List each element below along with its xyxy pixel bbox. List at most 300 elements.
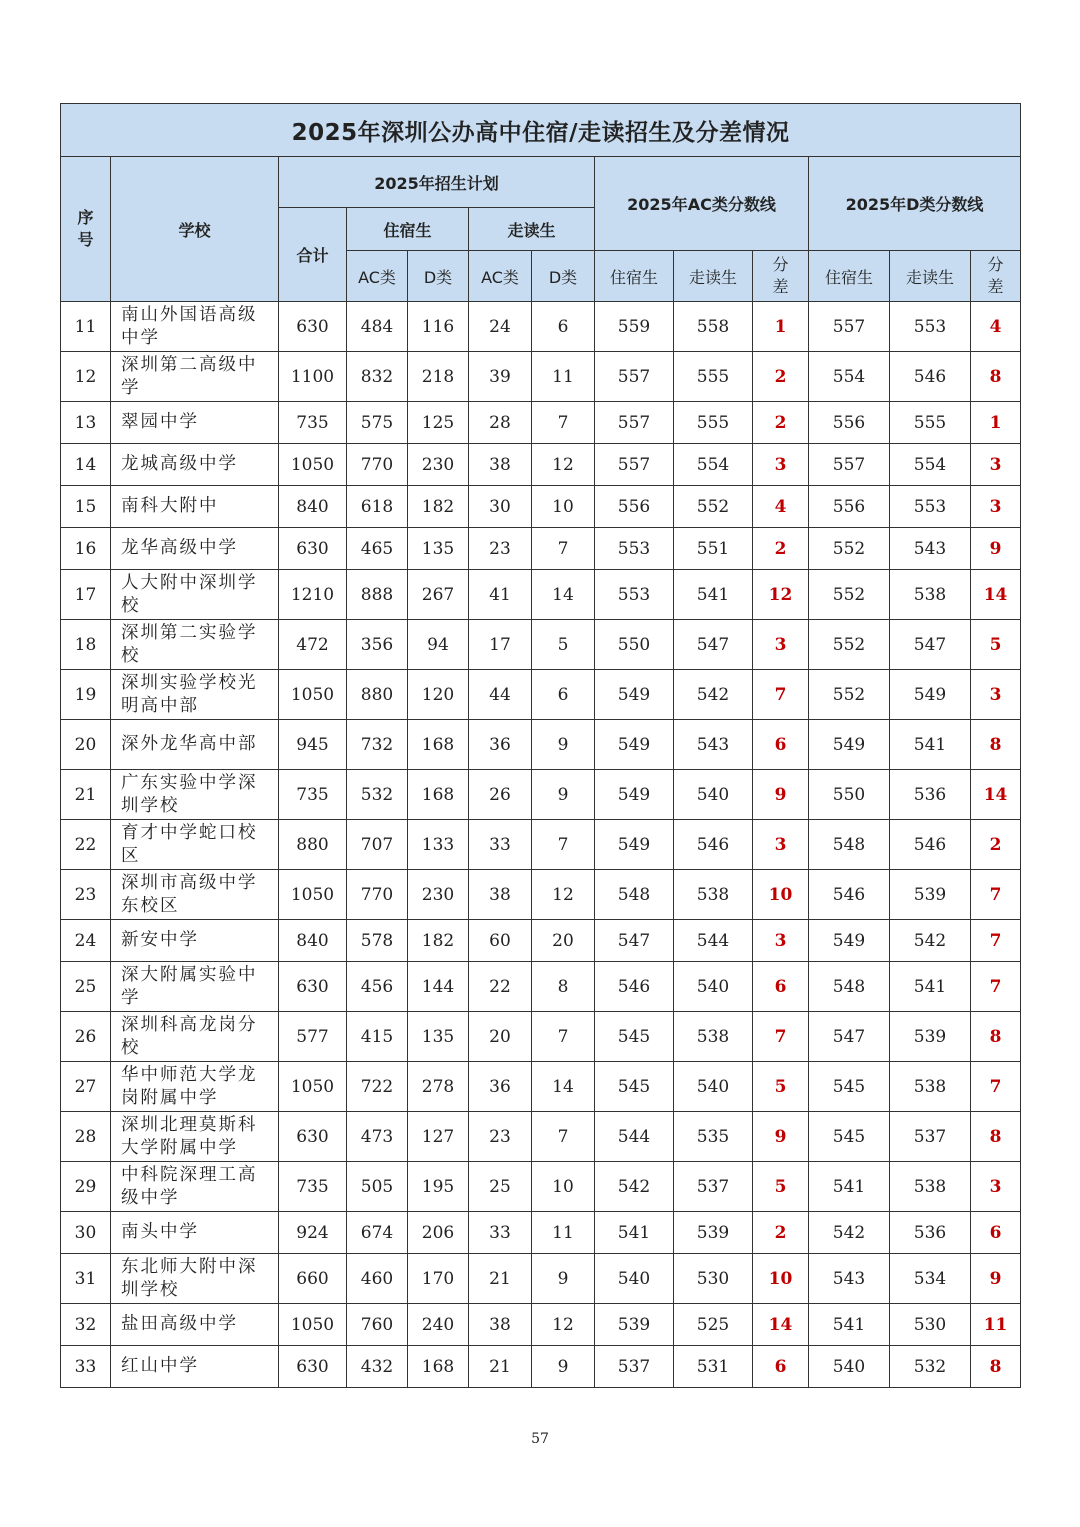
cell-d-diff: 1 [971, 402, 1021, 444]
cell-seq: 31 [61, 1254, 111, 1304]
cell-total: 735 [279, 1162, 347, 1212]
cell-total: 630 [279, 962, 347, 1012]
cell-day-d: 11 [532, 352, 595, 402]
cell-school: 深大附属实验中学 [111, 962, 279, 1012]
cell-ac-diff: 6 [753, 720, 809, 770]
cell-day-d: 14 [532, 1062, 595, 1112]
cell-d-boarding-line: 552 [809, 670, 890, 720]
cell-day-ac: 60 [469, 920, 532, 962]
cell-seq: 32 [61, 1304, 111, 1346]
cell-d-diff: 4 [971, 302, 1021, 352]
header-boarding-d: D类 [408, 251, 469, 302]
cell-d-boarding-line: 541 [809, 1304, 890, 1346]
cell-d-boarding-line: 556 [809, 486, 890, 528]
cell-d-boarding-line: 550 [809, 770, 890, 820]
cell-ac-diff: 2 [753, 528, 809, 570]
cell-ac-day-line: 538 [674, 870, 753, 920]
cell-d-day-line: 537 [890, 1112, 971, 1162]
cell-day-d: 6 [532, 670, 595, 720]
cell-day-ac: 21 [469, 1254, 532, 1304]
cell-boarding-d: 170 [408, 1254, 469, 1304]
cell-school: 华中师范大学龙岗附属中学 [111, 1062, 279, 1112]
cell-d-diff: 7 [971, 920, 1021, 962]
table-row [61, 528, 1021, 570]
cell-ac-diff: 9 [753, 1112, 809, 1162]
cell-day-ac: 38 [469, 444, 532, 486]
cell-day-ac: 26 [469, 770, 532, 820]
cell-boarding-d: 168 [408, 720, 469, 770]
cell-d-day-line: 532 [890, 1346, 971, 1388]
cell-ac-diff: 2 [753, 402, 809, 444]
page-number: 57 [531, 1431, 549, 1447]
table-body [61, 302, 1021, 1388]
cell-day-d: 8 [532, 962, 595, 1012]
cell-total: 880 [279, 820, 347, 870]
cell-ac-day-line: 554 [674, 444, 753, 486]
cell-day-ac: 38 [469, 1304, 532, 1346]
cell-ac-boarding-line: 549 [595, 770, 674, 820]
cell-seq: 26 [61, 1012, 111, 1062]
cell-boarding-ac: 575 [347, 402, 408, 444]
cell-total: 1050 [279, 1062, 347, 1112]
cell-d-diff: 8 [971, 720, 1021, 770]
header-seq: 序号 [61, 157, 111, 302]
header-day-ac: AC类 [469, 251, 532, 302]
cell-total: 1100 [279, 352, 347, 402]
cell-seq: 16 [61, 528, 111, 570]
header-d-line-group: 2025年D类分数线 [809, 157, 1021, 251]
cell-school: 深圳第二高级中学 [111, 352, 279, 402]
cell-d-diff: 9 [971, 1254, 1021, 1304]
cell-ac-boarding-line: 550 [595, 620, 674, 670]
cell-d-diff: 7 [971, 962, 1021, 1012]
table-row [61, 920, 1021, 962]
cell-boarding-d: 116 [408, 302, 469, 352]
cell-school: 中科院深理工高级中学 [111, 1162, 279, 1212]
cell-ac-boarding-line: 548 [595, 870, 674, 920]
cell-boarding-ac: 456 [347, 962, 408, 1012]
table-title: 2025年深圳公办高中住宿/走读招生及分差情况 [61, 104, 1021, 157]
cell-d-diff: 9 [971, 528, 1021, 570]
cell-day-ac: 33 [469, 820, 532, 870]
cell-day-ac: 39 [469, 352, 532, 402]
cell-school: 深圳北理莫斯科大学附属中学 [111, 1112, 279, 1162]
cell-ac-day-line: 539 [674, 1212, 753, 1254]
cell-d-day-line: 553 [890, 302, 971, 352]
cell-day-ac: 44 [469, 670, 532, 720]
cell-school: 深圳市高级中学东校区 [111, 870, 279, 920]
cell-d-boarding-line: 543 [809, 1254, 890, 1304]
cell-seq: 11 [61, 302, 111, 352]
cell-boarding-d: 278 [408, 1062, 469, 1112]
cell-ac-diff: 7 [753, 670, 809, 720]
cell-total: 1050 [279, 444, 347, 486]
cell-total: 630 [279, 302, 347, 352]
cell-day-d: 5 [532, 620, 595, 670]
cell-seq: 23 [61, 870, 111, 920]
cell-d-diff: 6 [971, 1212, 1021, 1254]
table-row [61, 870, 1021, 920]
cell-d-day-line: 543 [890, 528, 971, 570]
table-row [61, 1212, 1021, 1254]
cell-d-day-line: 546 [890, 352, 971, 402]
cell-total: 924 [279, 1212, 347, 1254]
cell-ac-diff: 6 [753, 1346, 809, 1388]
cell-seq: 21 [61, 770, 111, 820]
cell-d-day-line: 546 [890, 820, 971, 870]
cell-boarding-ac: 880 [347, 670, 408, 720]
cell-day-ac: 22 [469, 962, 532, 1012]
cell-day-d: 14 [532, 570, 595, 620]
cell-ac-day-line: 555 [674, 402, 753, 444]
cell-ac-boarding-line: 549 [595, 720, 674, 770]
cell-boarding-ac: 770 [347, 444, 408, 486]
cell-day-d: 7 [532, 402, 595, 444]
cell-d-day-line: 530 [890, 1304, 971, 1346]
table-row [61, 1346, 1021, 1388]
cell-total: 630 [279, 528, 347, 570]
cell-boarding-ac: 473 [347, 1112, 408, 1162]
cell-school: 红山中学 [111, 1346, 279, 1388]
table-row [61, 820, 1021, 870]
cell-boarding-d: 135 [408, 1012, 469, 1062]
table-row [61, 1254, 1021, 1304]
table-row [61, 770, 1021, 820]
cell-d-boarding-line: 552 [809, 570, 890, 620]
cell-boarding-d: 94 [408, 620, 469, 670]
cell-ac-diff: 3 [753, 920, 809, 962]
cell-d-boarding-line: 546 [809, 870, 890, 920]
cell-day-d: 10 [532, 486, 595, 528]
cell-day-d: 6 [532, 302, 595, 352]
cell-d-boarding-line: 557 [809, 302, 890, 352]
cell-ac-diff: 14 [753, 1304, 809, 1346]
cell-boarding-d: 182 [408, 486, 469, 528]
cell-d-diff: 8 [971, 352, 1021, 402]
table-row [61, 720, 1021, 770]
cell-boarding-d: 120 [408, 670, 469, 720]
cell-boarding-d: 218 [408, 352, 469, 402]
cell-boarding-ac: 465 [347, 528, 408, 570]
cell-day-ac: 36 [469, 720, 532, 770]
cell-boarding-ac: 832 [347, 352, 408, 402]
cell-total: 630 [279, 1112, 347, 1162]
cell-seq: 13 [61, 402, 111, 444]
cell-day-d: 9 [532, 1346, 595, 1388]
cell-boarding-d: 168 [408, 1346, 469, 1388]
cell-d-diff: 14 [971, 770, 1021, 820]
cell-d-diff: 7 [971, 1062, 1021, 1112]
cell-ac-boarding-line: 549 [595, 670, 674, 720]
cell-ac-diff: 3 [753, 620, 809, 670]
header-boarding: 住宿生 [347, 208, 469, 251]
cell-d-day-line: 539 [890, 870, 971, 920]
cell-boarding-d: 230 [408, 444, 469, 486]
cell-d-boarding-line: 554 [809, 352, 890, 402]
cell-school: 翠园中学 [111, 402, 279, 444]
cell-school: 龙城高级中学 [111, 444, 279, 486]
cell-boarding-ac: 505 [347, 1162, 408, 1212]
cell-boarding-ac: 415 [347, 1012, 408, 1062]
cell-ac-boarding-line: 557 [595, 402, 674, 444]
table-row [61, 352, 1021, 402]
cell-seq: 27 [61, 1062, 111, 1112]
cell-day-ac: 28 [469, 402, 532, 444]
cell-d-diff: 8 [971, 1012, 1021, 1062]
cell-day-ac: 23 [469, 1112, 532, 1162]
cell-school: 深外龙华高中部 [111, 720, 279, 770]
cell-boarding-d: 133 [408, 820, 469, 870]
header-day: 走读生 [469, 208, 595, 251]
cell-d-diff: 3 [971, 670, 1021, 720]
cell-day-ac: 30 [469, 486, 532, 528]
cell-ac-boarding-line: 545 [595, 1062, 674, 1112]
header-ac-day-line: 走读生 [674, 251, 753, 302]
cell-d-day-line: 538 [890, 1162, 971, 1212]
header-plan-group: 2025年招生计划 [279, 157, 595, 208]
cell-ac-day-line: 552 [674, 486, 753, 528]
cell-ac-day-line: 525 [674, 1304, 753, 1346]
cell-seq: 28 [61, 1112, 111, 1162]
table-row [61, 302, 1021, 352]
cell-school: 人大附中深圳学校 [111, 570, 279, 620]
cell-d-day-line: 553 [890, 486, 971, 528]
cell-ac-day-line: 535 [674, 1112, 753, 1162]
cell-d-day-line: 541 [890, 962, 971, 1012]
cell-ac-day-line: 530 [674, 1254, 753, 1304]
cell-school: 深圳第二实验学校 [111, 620, 279, 670]
header-d-day-line: 走读生 [890, 251, 971, 302]
cell-boarding-ac: 674 [347, 1212, 408, 1254]
cell-d-day-line: 534 [890, 1254, 971, 1304]
cell-d-diff: 3 [971, 1162, 1021, 1212]
cell-day-ac: 36 [469, 1062, 532, 1112]
cell-seq: 33 [61, 1346, 111, 1388]
cell-day-d: 9 [532, 770, 595, 820]
cell-seq: 15 [61, 486, 111, 528]
cell-ac-day-line: 551 [674, 528, 753, 570]
cell-day-ac: 25 [469, 1162, 532, 1212]
cell-boarding-ac: 732 [347, 720, 408, 770]
table-row [61, 444, 1021, 486]
cell-d-diff: 8 [971, 1112, 1021, 1162]
cell-day-d: 11 [532, 1212, 595, 1254]
cell-ac-day-line: 540 [674, 962, 753, 1012]
cell-seq: 30 [61, 1212, 111, 1254]
table-row [61, 486, 1021, 528]
cell-ac-diff: 7 [753, 1012, 809, 1062]
cell-total: 840 [279, 920, 347, 962]
cell-day-d: 12 [532, 870, 595, 920]
cell-school: 育才中学蛇口校区 [111, 820, 279, 870]
cell-ac-diff: 6 [753, 962, 809, 1012]
cell-ac-boarding-line: 557 [595, 444, 674, 486]
cell-total: 1050 [279, 870, 347, 920]
cell-boarding-ac: 618 [347, 486, 408, 528]
cell-d-diff: 7 [971, 870, 1021, 920]
cell-ac-diff: 10 [753, 1254, 809, 1304]
cell-ac-diff: 2 [753, 1212, 809, 1254]
cell-day-d: 7 [532, 820, 595, 870]
cell-ac-day-line: 547 [674, 620, 753, 670]
cell-day-d: 9 [532, 720, 595, 770]
cell-seq: 22 [61, 820, 111, 870]
header-ac-line-group: 2025年AC类分数线 [595, 157, 809, 251]
cell-day-ac: 33 [469, 1212, 532, 1254]
cell-d-boarding-line: 545 [809, 1062, 890, 1112]
cell-ac-day-line: 541 [674, 570, 753, 620]
cell-day-d: 20 [532, 920, 595, 962]
cell-total: 630 [279, 1346, 347, 1388]
cell-ac-diff: 9 [753, 770, 809, 820]
cell-d-boarding-line: 549 [809, 920, 890, 962]
cell-school: 南头中学 [111, 1212, 279, 1254]
cell-d-day-line: 541 [890, 720, 971, 770]
cell-seq: 19 [61, 670, 111, 720]
cell-d-day-line: 547 [890, 620, 971, 670]
cell-boarding-d: 168 [408, 770, 469, 820]
cell-day-d: 7 [532, 1012, 595, 1062]
cell-ac-boarding-line: 553 [595, 570, 674, 620]
cell-ac-diff: 4 [753, 486, 809, 528]
cell-ac-diff: 5 [753, 1062, 809, 1112]
cell-ac-diff: 2 [753, 352, 809, 402]
cell-school: 东北师大附中深圳学校 [111, 1254, 279, 1304]
cell-boarding-d: 144 [408, 962, 469, 1012]
cell-ac-day-line: 540 [674, 770, 753, 820]
cell-school: 新安中学 [111, 920, 279, 962]
cell-ac-boarding-line: 557 [595, 352, 674, 402]
cell-day-d: 7 [532, 1112, 595, 1162]
cell-ac-diff: 12 [753, 570, 809, 620]
cell-d-boarding-line: 557 [809, 444, 890, 486]
cell-boarding-ac: 888 [347, 570, 408, 620]
cell-boarding-ac: 722 [347, 1062, 408, 1112]
cell-boarding-d: 230 [408, 870, 469, 920]
cell-school: 深圳科高龙岗分校 [111, 1012, 279, 1062]
cell-school: 龙华高级中学 [111, 528, 279, 570]
cell-ac-boarding-line: 540 [595, 1254, 674, 1304]
cell-ac-boarding-line: 547 [595, 920, 674, 962]
cell-d-boarding-line: 548 [809, 820, 890, 870]
cell-boarding-ac: 356 [347, 620, 408, 670]
table-row [61, 1112, 1021, 1162]
cell-boarding-d: 135 [408, 528, 469, 570]
cell-day-ac: 38 [469, 870, 532, 920]
cell-ac-boarding-line: 539 [595, 1304, 674, 1346]
cell-boarding-ac: 432 [347, 1346, 408, 1388]
cell-seq: 20 [61, 720, 111, 770]
cell-total: 472 [279, 620, 347, 670]
cell-total: 735 [279, 402, 347, 444]
cell-day-d: 12 [532, 444, 595, 486]
cell-ac-boarding-line: 559 [595, 302, 674, 352]
cell-ac-boarding-line: 541 [595, 1212, 674, 1254]
cell-day-ac: 21 [469, 1346, 532, 1388]
table-row [61, 1012, 1021, 1062]
header-total: 合计 [279, 208, 347, 302]
cell-school: 深圳实验学校光明高中部 [111, 670, 279, 720]
cell-d-boarding-line: 541 [809, 1162, 890, 1212]
cell-boarding-d: 240 [408, 1304, 469, 1346]
cell-d-diff: 14 [971, 570, 1021, 620]
cell-boarding-ac: 460 [347, 1254, 408, 1304]
table-row [61, 402, 1021, 444]
cell-ac-day-line: 537 [674, 1162, 753, 1212]
cell-ac-day-line: 538 [674, 1012, 753, 1062]
cell-total: 945 [279, 720, 347, 770]
cell-ac-day-line: 531 [674, 1346, 753, 1388]
cell-d-day-line: 539 [890, 1012, 971, 1062]
cell-total: 1050 [279, 670, 347, 720]
cell-d-diff: 2 [971, 820, 1021, 870]
cell-seq: 14 [61, 444, 111, 486]
cell-day-d: 9 [532, 1254, 595, 1304]
cell-day-d: 12 [532, 1304, 595, 1346]
cell-d-boarding-line: 556 [809, 402, 890, 444]
cell-day-ac: 24 [469, 302, 532, 352]
cell-ac-diff: 5 [753, 1162, 809, 1212]
cell-seq: 25 [61, 962, 111, 1012]
table-row [61, 1062, 1021, 1112]
cell-day-ac: 41 [469, 570, 532, 620]
header-boarding-ac: AC类 [347, 251, 408, 302]
cell-d-diff: 5 [971, 620, 1021, 670]
cell-boarding-d: 267 [408, 570, 469, 620]
table-row [61, 1162, 1021, 1212]
cell-ac-boarding-line: 537 [595, 1346, 674, 1388]
header-d-boarding-line: 住宿生 [809, 251, 890, 302]
header-school: 学校 [111, 157, 279, 302]
cell-boarding-d: 125 [408, 402, 469, 444]
cell-boarding-ac: 532 [347, 770, 408, 820]
cell-d-boarding-line: 547 [809, 1012, 890, 1062]
cell-seq: 18 [61, 620, 111, 670]
cell-d-diff: 11 [971, 1304, 1021, 1346]
cell-d-boarding-line: 542 [809, 1212, 890, 1254]
cell-day-d: 10 [532, 1162, 595, 1212]
cell-school: 南山外国语高级中学 [111, 302, 279, 352]
cell-seq: 24 [61, 920, 111, 962]
cell-d-boarding-line: 540 [809, 1346, 890, 1388]
cell-total: 840 [279, 486, 347, 528]
cell-boarding-ac: 484 [347, 302, 408, 352]
table-row [61, 620, 1021, 670]
cell-ac-boarding-line: 556 [595, 486, 674, 528]
cell-d-diff: 3 [971, 486, 1021, 528]
cell-d-day-line: 542 [890, 920, 971, 962]
cell-ac-day-line: 555 [674, 352, 753, 402]
table-row [61, 962, 1021, 1012]
cell-ac-boarding-line: 542 [595, 1162, 674, 1212]
header-d-diff: 分差 [971, 251, 1021, 302]
cell-d-day-line: 536 [890, 770, 971, 820]
cell-d-day-line: 555 [890, 402, 971, 444]
cell-school: 南科大附中 [111, 486, 279, 528]
cell-d-boarding-line: 548 [809, 962, 890, 1012]
cell-ac-boarding-line: 545 [595, 1012, 674, 1062]
cell-total: 1210 [279, 570, 347, 620]
cell-boarding-ac: 760 [347, 1304, 408, 1346]
cell-boarding-d: 182 [408, 920, 469, 962]
cell-ac-diff: 1 [753, 302, 809, 352]
cell-boarding-ac: 578 [347, 920, 408, 962]
header-day-d: D类 [532, 251, 595, 302]
cell-boarding-d: 195 [408, 1162, 469, 1212]
header-ac-diff: 分差 [753, 251, 809, 302]
cell-total: 660 [279, 1254, 347, 1304]
cell-d-boarding-line: 552 [809, 620, 890, 670]
